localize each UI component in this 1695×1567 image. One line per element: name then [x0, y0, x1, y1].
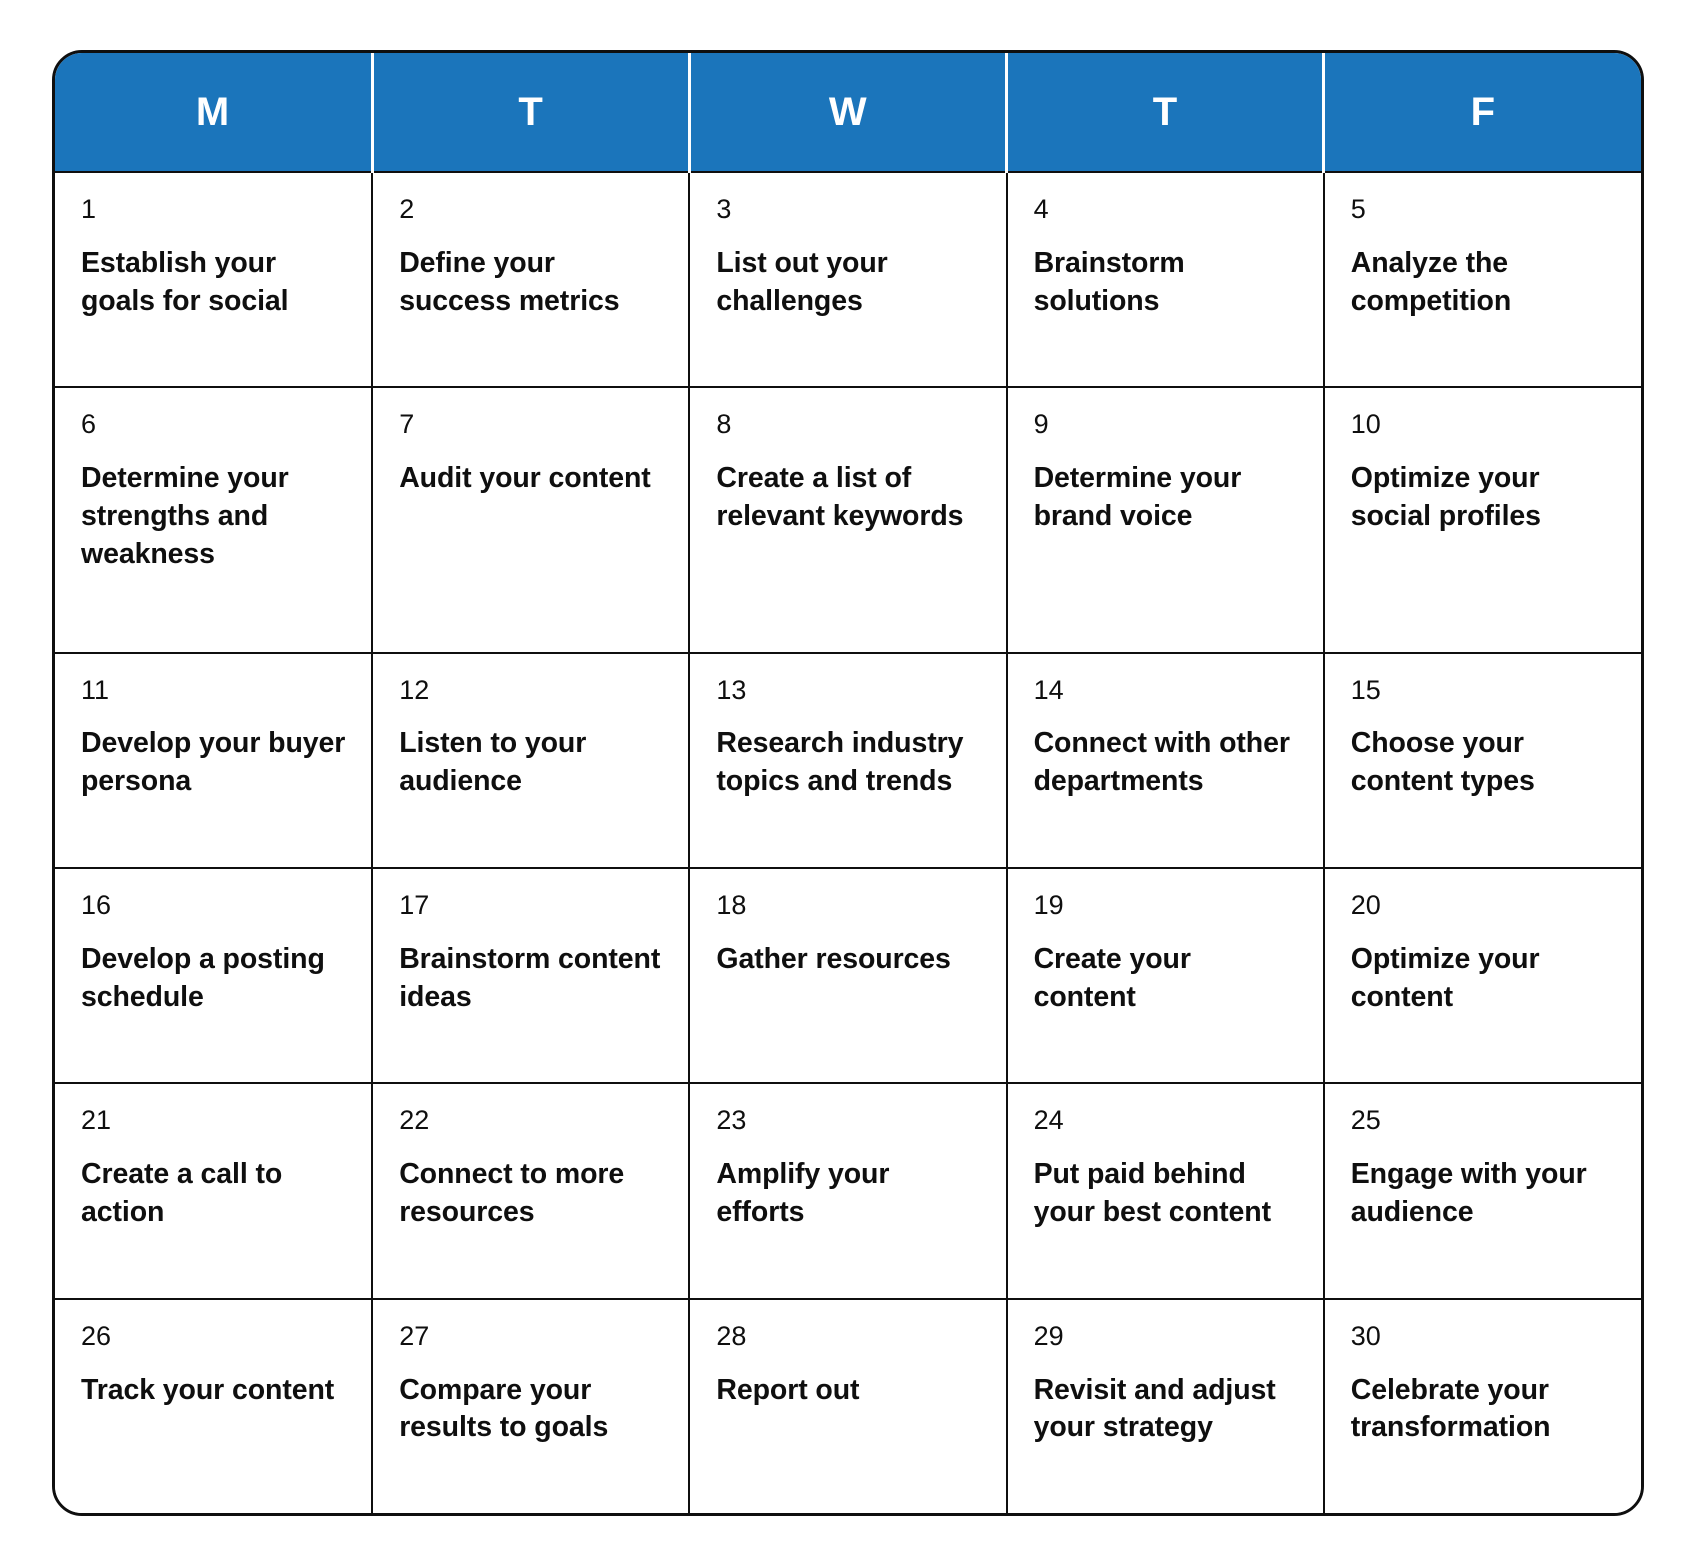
day-number: 25 [1350, 1105, 1381, 1136]
calendar-grid [55, 53, 1641, 1513]
day-number: 15 [1350, 674, 1381, 705]
calendar-header-row [55, 53, 1641, 172]
day-number: 27 [399, 1320, 430, 1351]
day-number: 29 [1033, 1320, 1064, 1351]
day-number: 30 [1350, 1320, 1381, 1351]
column-header-monday: M [55, 53, 372, 172]
calendar-card [52, 50, 1644, 1516]
day-task: Audit your content [399, 462, 651, 495]
day-task: Analyze the competition [1350, 246, 1512, 317]
day-task: Track your content [81, 1373, 335, 1406]
day-number: 24 [1033, 1105, 1064, 1136]
day-cell-12 [372, 653, 689, 868]
day-cell-2 [372, 172, 689, 387]
day-number: 11 [81, 674, 110, 705]
day-cell-28 [689, 1299, 1006, 1513]
calendar-week-row [55, 387, 1641, 652]
day-cell-27 [372, 1299, 689, 1513]
day-task: Gather resources [716, 942, 951, 975]
day-cell-25 [1324, 1083, 1641, 1298]
day-number: 3 [716, 194, 732, 224]
day-cell-29 [1007, 1299, 1324, 1513]
day-task: Create a list of relevant keywords [716, 462, 964, 532]
day-number: 8 [716, 409, 732, 440]
day-task: Put paid behind your best content [1033, 1158, 1271, 1229]
day-task: Report out [716, 1373, 860, 1406]
day-cell-16 [55, 868, 372, 1083]
day-task: Connect with other departments [1033, 727, 1290, 798]
day-number: 18 [716, 890, 747, 921]
day-number: 5 [1350, 194, 1366, 224]
day-task: Brainstorm content ideas [399, 942, 661, 1013]
day-cell-22 [372, 1083, 689, 1298]
day-number: 9 [1033, 409, 1049, 440]
day-task: Revisit and adjust your strategy [1033, 1373, 1276, 1444]
day-cell-30 [1324, 1299, 1641, 1513]
day-task: Brainstorm solutions [1033, 246, 1185, 317]
calendar-week-row [55, 653, 1641, 868]
day-cell-4 [1007, 172, 1324, 387]
day-cell-23 [689, 1083, 1006, 1298]
day-task: Research industry topics and trends [716, 727, 964, 798]
day-cell-20 [1324, 868, 1641, 1083]
day-task: Create your content [1033, 942, 1191, 1013]
day-cell-14 [1007, 653, 1324, 868]
day-task: Optimize your social profiles [1350, 462, 1541, 532]
day-cell-6 [55, 387, 372, 652]
day-cell-19 [1007, 868, 1324, 1083]
day-cell-24 [1007, 1083, 1324, 1298]
day-number: 7 [399, 409, 415, 440]
calendar-week-row [55, 1083, 1641, 1298]
day-number: 1 [81, 194, 97, 224]
day-task: Develop a posting schedule [81, 942, 325, 1013]
day-number: 23 [716, 1105, 747, 1136]
column-header-friday: F [1324, 53, 1641, 172]
day-number: 19 [1033, 890, 1064, 921]
day-task: Celebrate your transformation [1350, 1373, 1551, 1444]
day-cell-17 [372, 868, 689, 1083]
day-number: 20 [1350, 890, 1381, 921]
column-header-thursday: T [1007, 53, 1324, 172]
calendar-week-row [55, 1299, 1641, 1513]
day-number: 13 [716, 674, 747, 705]
day-number: 10 [1350, 409, 1381, 440]
column-header-tuesday: T [372, 53, 689, 172]
day-task: Define your success metrics [399, 246, 620, 317]
day-task: Determine your strengths and weakness [81, 462, 289, 570]
day-cell-21 [55, 1083, 372, 1298]
column-header-wednesday: W [689, 53, 1006, 172]
day-task: Amplify your efforts [716, 1158, 890, 1229]
day-task: Optimize your content [1350, 942, 1540, 1013]
day-task: Listen to your audience [399, 727, 587, 798]
day-cell-8 [689, 387, 1006, 652]
day-number: 17 [399, 890, 430, 921]
calendar-body [55, 172, 1641, 1513]
day-cell-1 [55, 172, 372, 387]
calendar-week-row [55, 172, 1641, 387]
day-number: 16 [81, 890, 112, 921]
calendar-week-row [55, 868, 1641, 1083]
day-cell-11 [55, 653, 372, 868]
day-cell-9 [1007, 387, 1324, 652]
day-task: Engage with your audience [1350, 1158, 1587, 1229]
day-cell-13 [689, 653, 1006, 868]
day-cell-10 [1324, 387, 1641, 652]
day-task: Compare your results to goals [399, 1373, 609, 1444]
day-cell-26 [55, 1299, 372, 1513]
day-number: 2 [399, 194, 415, 224]
day-number: 28 [716, 1320, 747, 1351]
day-number: 6 [81, 409, 97, 440]
day-cell-7 [372, 387, 689, 652]
day-cell-18 [689, 868, 1006, 1083]
day-task: Choose your content types [1350, 727, 1535, 798]
day-task: List out your challenges [716, 246, 888, 317]
day-cell-5 [1324, 172, 1641, 387]
day-number: 26 [81, 1320, 112, 1351]
day-task: Connect to more resources [399, 1158, 625, 1229]
day-number: 4 [1033, 194, 1049, 224]
day-task: Develop your buyer persona [81, 727, 346, 798]
day-task: Establish your goals for social [81, 246, 289, 317]
day-cell-15 [1324, 653, 1641, 868]
day-number: 14 [1033, 674, 1064, 705]
day-cell-3 [689, 172, 1006, 387]
day-number: 12 [399, 674, 430, 705]
day-task: Determine your brand voice [1033, 462, 1242, 532]
day-task: Create a call to action [81, 1158, 283, 1229]
day-number: 21 [81, 1105, 112, 1136]
day-number: 22 [399, 1105, 430, 1136]
